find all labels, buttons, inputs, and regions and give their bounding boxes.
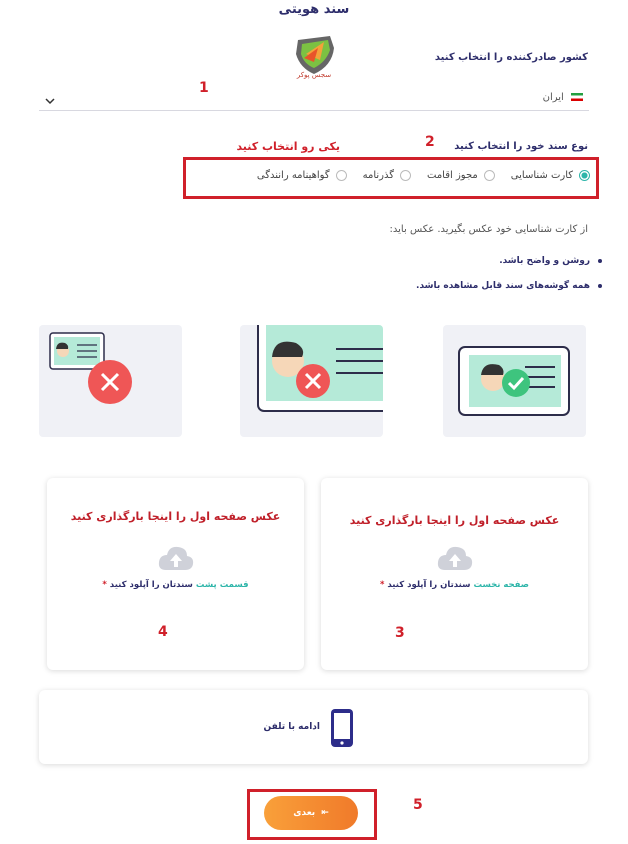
upload-text: سندتان را آپلود کنید <box>109 580 196 590</box>
bullet-text: همه گوشه‌های سند قابل مشاهده باشد. <box>416 281 590 291</box>
instruction-bullet <box>200 256 602 266</box>
cloud-upload-icon <box>437 544 473 572</box>
required-star: * <box>379 580 388 590</box>
next-button[interactable] <box>264 796 358 830</box>
doc-type-radio-group <box>190 170 590 181</box>
upload-front-title: عکس صفحه اول را اینجا بارگذاری کنید <box>349 514 560 527</box>
upload-text: سندتان را آپلود کنید <box>387 580 474 590</box>
required-star: * <box>102 580 110 590</box>
smartphone-icon <box>330 708 354 748</box>
upload-highlight: قسمت پشت <box>195 580 249 590</box>
bullet-text: روشن و واضح باشد. <box>499 256 590 266</box>
upload-highlight: صفحه نخست <box>473 580 530 590</box>
radio-residence-permit[interactable] <box>427 170 495 181</box>
arrow-icon: ⇤ <box>321 808 329 818</box>
page-title: سند هویتی <box>278 2 350 17</box>
country-select[interactable] <box>380 92 583 103</box>
annotation-1: 1 <box>199 80 209 96</box>
annotation-3: 3 <box>395 625 405 641</box>
radio-indicator <box>400 170 411 181</box>
country-select-underline <box>39 110 589 111</box>
upload-back-card[interactable] <box>47 478 304 670</box>
upload-back-title: عکس صفحه اول را اینجا بارگذاری کنید <box>70 510 281 523</box>
iran-flag-icon <box>571 93 583 101</box>
radio-indicator <box>579 170 590 181</box>
radio-indicator <box>484 170 495 181</box>
upload-back-subtitle <box>47 580 304 590</box>
radio-label: گواهینامه رانندگی <box>256 170 330 181</box>
annotation-2: 2 <box>425 134 435 150</box>
upload-front-subtitle <box>321 580 588 590</box>
example-good-photo <box>443 325 586 437</box>
annotation-5: 5 <box>413 797 423 813</box>
radio-label: کارت شناسایی <box>510 170 573 181</box>
continue-with-phone-label: ادامه با تلفن <box>263 722 320 732</box>
doc-type-note: یکی رو انتخاب کنید <box>236 140 340 153</box>
chevron-down-icon[interactable] <box>44 92 56 104</box>
radio-label: مجوز اقامت <box>427 170 478 181</box>
doc-type-label: نوع سند خود را انتخاب کنید <box>454 141 588 152</box>
upload-front-card[interactable] <box>321 478 588 670</box>
radio-id-card[interactable] <box>511 170 590 181</box>
cloud-upload-icon <box>158 544 194 572</box>
example-bad-photo-cropped <box>240 325 383 437</box>
annotation-4: 4 <box>158 624 168 640</box>
instruction-bullet <box>200 281 602 291</box>
radio-indicator <box>336 170 347 181</box>
radio-passport[interactable] <box>363 170 411 181</box>
country-label: کشور صادرکننده را انتخاب کنید <box>434 52 588 63</box>
photo-instructions: از کارت شناسایی خود عکس بگیرید. عکس باید: <box>389 224 588 235</box>
brand-logo-text: سجس پوکر <box>296 71 332 79</box>
next-button-label: بعدی <box>293 808 316 818</box>
bullet-dot <box>598 284 602 288</box>
country-select-value: ایران <box>542 92 564 103</box>
example-bad-photo-small <box>39 325 182 437</box>
radio-label: گذرنامه <box>362 170 394 181</box>
radio-driving-license[interactable] <box>257 170 347 181</box>
bullet-dot <box>598 259 602 263</box>
